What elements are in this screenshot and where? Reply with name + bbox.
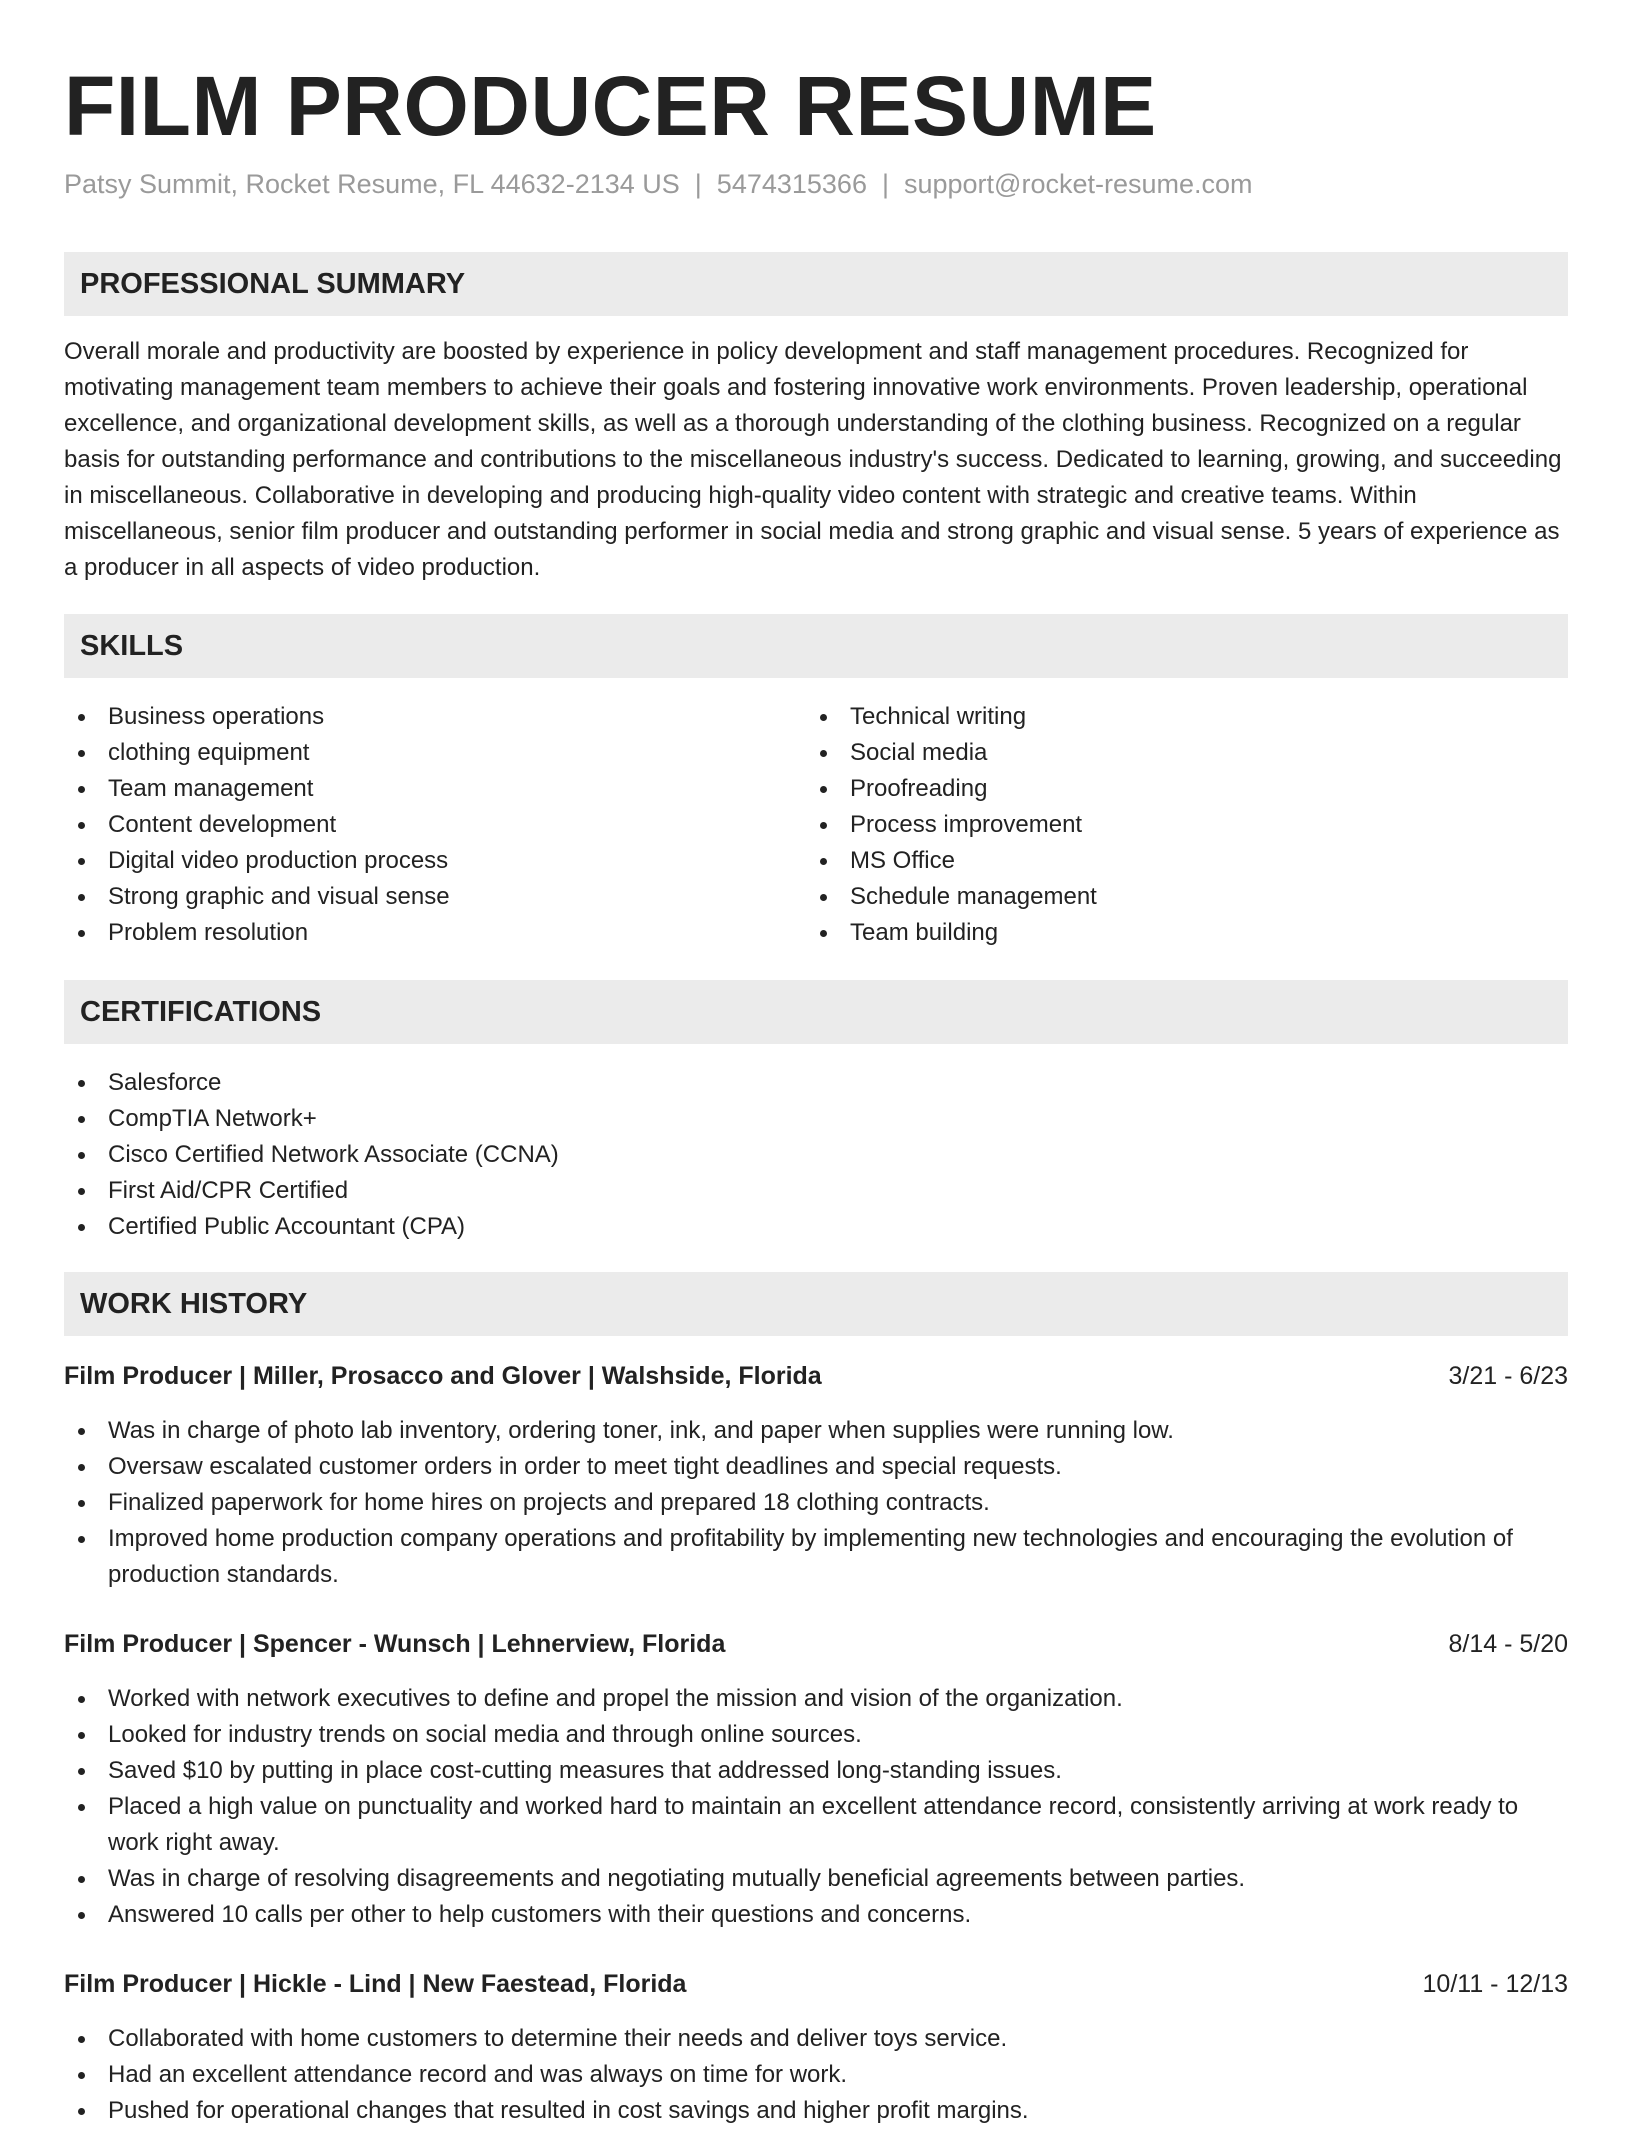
- bullet-icon: [820, 750, 827, 757]
- job-dates: 3/21 - 6/23: [1448, 1362, 1568, 1390]
- contact-email: support@rocket-resume.com: [903, 169, 1253, 199]
- contact-address: Patsy Summit, Rocket Resume, FL 44632-2134 US: [64, 169, 680, 199]
- bullet-icon: [820, 930, 827, 937]
- bullet-icon: [78, 2072, 85, 2079]
- job-bullet: [64, 1717, 1568, 1753]
- summary-text: Overall morale and productivity are boosted by experience in policy development and staff management procedures. Recognized for motivating management team members to achieve their goals and fostering innovative work environments. Proven leadership, operational excellence, and organizational development skills, as well as a thorough understanding of the clothing business. Recognized on a regular basis for outstanding performance and contributions to the miscellaneous industry's success. Dedicated to learning, growing, and succeeding in miscellaneous. Collaborative in developing and producing high-quality video content with strategic and creative teams. Within miscellaneous, senior film producer and outstanding performer in social media and strong graphic and visual sense. 5 years of experience as a producer in all aspects of video production.: [64, 338, 1562, 581]
- job-bullet: [64, 1753, 1568, 1789]
- skill-item: [64, 879, 804, 915]
- section-heading-summary: PROFESSIONAL SUMMARY: [64, 252, 1568, 316]
- skill-text: Proofreading: [850, 775, 988, 802]
- bullet-icon: [78, 714, 85, 721]
- skill-item: [806, 771, 1546, 807]
- job-bullet-text: Collaborated with home customers to determine their needs and deliver toys service.: [108, 2025, 1008, 2052]
- contact-separator: |: [881, 169, 889, 199]
- certification-text: Certified Public Accountant (CPA): [108, 1213, 466, 1240]
- bullet-icon: [78, 1876, 85, 1883]
- skills-list-right: [806, 699, 1546, 951]
- job-bullet: [64, 1521, 1568, 1593]
- job-bullet: [64, 1861, 1568, 1897]
- bullet-icon: [820, 786, 827, 793]
- bullet-icon: [78, 1188, 85, 1195]
- job-bullet: [64, 1789, 1568, 1861]
- certifications-list: [64, 1065, 1568, 1245]
- job-bullet-text: Had an excellent attendance record and was always on time for work.: [108, 2061, 848, 2088]
- certification-text: First Aid/CPR Certified: [108, 1177, 349, 1204]
- job-title: Film Producer | Miller, Prosacco and Glover | Walshside, Florida: [64, 1362, 822, 1390]
- job-bullet-text: Was in charge of resolving disagreements and negotiating mutually beneficial agreements between parties.: [108, 1865, 1246, 1892]
- skill-item: [806, 879, 1546, 915]
- bullet-icon: [820, 822, 827, 829]
- contact-separator: |: [694, 169, 702, 199]
- certification-text: Cisco Certified Network Associate (CCNA): [108, 1141, 559, 1168]
- certification-text: CompTIA Network+: [108, 1105, 317, 1132]
- bullet-icon: [820, 714, 827, 721]
- job-bullet-text: Looked for industry trends on social media and through online sources.: [108, 1721, 862, 1748]
- skill-text: Problem resolution: [108, 919, 309, 946]
- job-bullet-text: Answered 10 calls per other to help customers with their questions and concerns.: [108, 1901, 972, 1928]
- section-heading-skills: SKILLS: [64, 614, 1568, 678]
- skill-item: [64, 807, 804, 843]
- job-dates: 10/11 - 12/13: [1422, 1970, 1568, 1998]
- bullet-icon: [78, 1464, 85, 1471]
- job-bullet: [64, 1897, 1568, 1933]
- skill-text: MS Office: [850, 847, 955, 874]
- skill-item: [64, 915, 804, 951]
- job-bullet: [64, 1449, 1568, 1485]
- job-bullet-text: Pushed for operational changes that resulted in cost savings and higher profit margins.: [108, 2097, 1029, 2124]
- job-bullet-text: Finalized paperwork for home hires on projects and prepared 18 clothing contracts.: [108, 1489, 990, 1516]
- certification-item: [64, 1209, 1568, 1245]
- certification-item: [64, 1101, 1568, 1137]
- job-bullet: [64, 2057, 1568, 2093]
- certification-item: [64, 1173, 1568, 1209]
- skill-item: [64, 843, 804, 879]
- job-bullet-text: Improved home production company operations and profitability by implementing new technologies and encouraging the evolution of production standards.: [108, 1525, 1513, 1588]
- job-bullet-text: Worked with network executives to define and propel the mission and vision of the organization.: [108, 1685, 1123, 1712]
- skill-item: [806, 915, 1546, 951]
- skills-list-left: [64, 699, 804, 951]
- job-bullet-text: Placed a high value on punctuality and worked hard to maintain an excellent attendance record, consistently arriving at work ready to work right away.: [108, 1793, 1519, 1856]
- job-bullet-text: Oversaw escalated customer orders in order to meet tight deadlines and special requests.: [108, 1453, 1062, 1480]
- section-heading-work-history: WORK HISTORY: [64, 1272, 1568, 1336]
- skill-item: [806, 807, 1546, 843]
- job-header: [64, 1966, 1568, 2002]
- resume-title: FILM PRODUCER RESUME: [64, 59, 1157, 153]
- skill-text: Content development: [108, 811, 337, 838]
- certification-item: [64, 1137, 1568, 1173]
- bullet-icon: [78, 1080, 85, 1087]
- job-bullet: [64, 1681, 1568, 1717]
- job-bullet: [64, 1413, 1568, 1449]
- bullet-icon: [78, 1536, 85, 1543]
- bullet-icon: [78, 1732, 85, 1739]
- skill-text: Digital video production process: [108, 847, 449, 874]
- bullet-icon: [78, 894, 85, 901]
- bullet-icon: [78, 750, 85, 757]
- job-header: [64, 1626, 1568, 1662]
- certification-text: Salesforce: [108, 1069, 222, 1096]
- job-bullet-list: [64, 1413, 1568, 1593]
- skill-item: [806, 699, 1546, 735]
- bullet-icon: [78, 1428, 85, 1435]
- bullet-icon: [78, 1116, 85, 1123]
- bullet-icon: [820, 894, 827, 901]
- job-bullet-list: [64, 1681, 1568, 1933]
- skill-item: [806, 735, 1546, 771]
- skill-text: Process improvement: [850, 811, 1083, 838]
- job-bullet: [64, 2021, 1568, 2057]
- contact-phone: 5474315366: [716, 169, 867, 199]
- job-header: [64, 1358, 1568, 1394]
- bullet-icon: [78, 2036, 85, 2043]
- job-title: Film Producer | Hickle - Lind | New Faestead, Florida: [64, 1970, 687, 1998]
- skill-item: [64, 735, 804, 771]
- skill-item: [64, 771, 804, 807]
- bullet-icon: [78, 858, 85, 865]
- skill-text: clothing equipment: [108, 739, 310, 766]
- skill-text: Team management: [108, 775, 314, 802]
- bullet-icon: [78, 1912, 85, 1919]
- job-dates: 8/14 - 5/20: [1448, 1630, 1568, 1658]
- job-bullet: [64, 2093, 1568, 2129]
- skill-text: Strong graphic and visual sense: [108, 883, 450, 910]
- job-bullet-text: Saved $10 by putting in place cost-cutting measures that addressed long-standing issues.: [108, 1757, 1062, 1784]
- bullet-icon: [78, 1224, 85, 1231]
- bullet-icon: [78, 786, 85, 793]
- skill-text: Social media: [850, 739, 988, 766]
- job-bullet-text: Was in charge of photo lab inventory, ordering toner, ink, and paper when supplies were running low.: [108, 1417, 1174, 1444]
- certification-item: [64, 1065, 1568, 1101]
- bullet-icon: [78, 1152, 85, 1159]
- job-bullet: [64, 1485, 1568, 1521]
- bullet-icon: [78, 822, 85, 829]
- bullet-icon: [820, 858, 827, 865]
- skill-text: Schedule management: [850, 883, 1097, 910]
- skill-item: [806, 843, 1546, 879]
- skill-text: Team building: [850, 919, 999, 946]
- skill-item: [64, 699, 804, 735]
- skill-text: Business operations: [108, 703, 325, 730]
- bullet-icon: [78, 1768, 85, 1775]
- bullet-icon: [78, 1804, 85, 1811]
- bullet-icon: [78, 1500, 85, 1507]
- section-heading-certifications: CERTIFICATIONS: [64, 980, 1568, 1044]
- job-title: Film Producer | Spencer - Wunsch | Lehnerview, Florida: [64, 1630, 726, 1658]
- skill-text: Technical writing: [850, 703, 1027, 730]
- job-bullet-list: [64, 2021, 1568, 2129]
- bullet-icon: [78, 930, 85, 937]
- bullet-icon: [78, 1696, 85, 1703]
- contact-line: [64, 164, 1253, 204]
